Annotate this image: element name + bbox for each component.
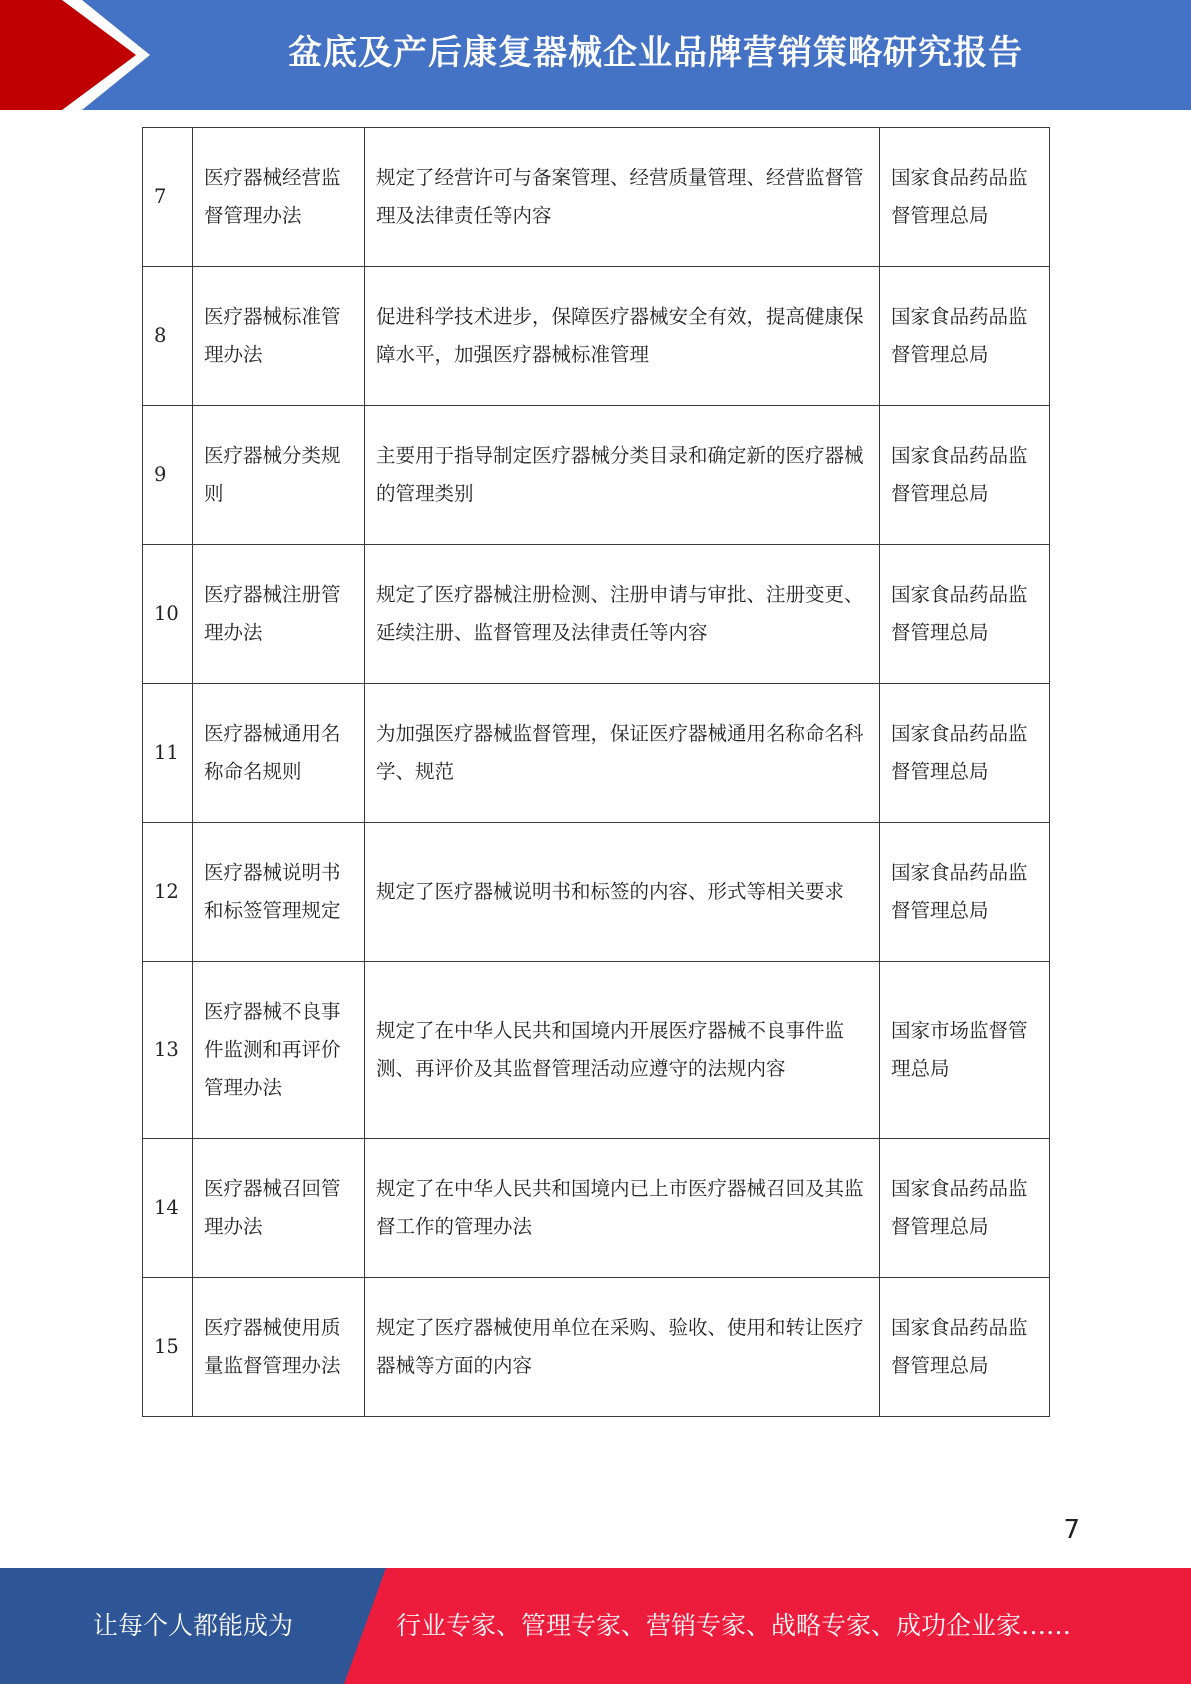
table-row bbox=[143, 406, 1050, 545]
regulation-name: 医疗器械召回管理办法 bbox=[193, 1139, 365, 1278]
table-row bbox=[143, 1278, 1050, 1417]
row-number: 10 bbox=[143, 545, 193, 684]
regulation-description: 规定了在中华人民共和国境内已上市医疗器械召回及其监督工作的管理办法 bbox=[365, 1139, 880, 1278]
table-row bbox=[143, 545, 1050, 684]
header-red-arrow bbox=[0, 0, 150, 110]
row-number: 15 bbox=[143, 1278, 193, 1417]
table-row bbox=[143, 128, 1050, 267]
regulation-name: 医疗器械不良事件监测和再评价管理办法 bbox=[193, 962, 365, 1139]
table-row bbox=[143, 267, 1050, 406]
regulation-description: 规定了医疗器械注册检测、注册申请与审批、注册变更、延续注册、监督管理及法律责任等内容 bbox=[365, 545, 880, 684]
footer-banner bbox=[0, 1568, 1191, 1684]
table-row bbox=[143, 1139, 1050, 1278]
regulation-name: 医疗器械标准管理办法 bbox=[193, 267, 365, 406]
regulation-name: 医疗器械分类规则 bbox=[193, 406, 365, 545]
issuing-department: 国家食品药品监督管理总局 bbox=[880, 684, 1050, 823]
regulation-name: 医疗器械说明书和标签管理规定 bbox=[193, 823, 365, 962]
row-number: 11 bbox=[143, 684, 193, 823]
regulation-name: 医疗器械经营监督管理办法 bbox=[193, 128, 365, 267]
row-number: 8 bbox=[143, 267, 193, 406]
regulation-description: 促进科学技术进步，保障医疗器械安全有效，提高健康保障水平，加强医疗器械标准管理 bbox=[365, 267, 880, 406]
issuing-department: 国家食品药品监督管理总局 bbox=[880, 545, 1050, 684]
row-number: 12 bbox=[143, 823, 193, 962]
regulation-description: 规定了经营许可与备案管理、经营质量管理、经营监督管理及法律责任等内容 bbox=[365, 128, 880, 267]
issuing-department: 国家食品药品监督管理总局 bbox=[880, 406, 1050, 545]
regulation-description: 规定了在中华人民共和国境内开展医疗器械不良事件监测、再评价及其监督管理活动应遵守的法规内容 bbox=[365, 962, 880, 1139]
regulation-description: 规定了医疗器械说明书和标签的内容、形式等相关要求 bbox=[365, 823, 880, 962]
regulation-name: 医疗器械注册管理办法 bbox=[193, 545, 365, 684]
issuing-department: 国家食品药品监督管理总局 bbox=[880, 1139, 1050, 1278]
table-row bbox=[143, 962, 1050, 1139]
report-title: 盆底及产后康复器械企业品牌营销策略研究报告 bbox=[288, 33, 1023, 73]
regulation-name: 医疗器械通用名称命名规则 bbox=[193, 684, 365, 823]
row-number: 9 bbox=[143, 406, 193, 545]
footer-slogan-right: 行业专家、管理专家、营销专家、战略专家、成功企业家…… bbox=[396, 1611, 1072, 1640]
regulation-name: 医疗器械使用质量监督管理办法 bbox=[193, 1278, 365, 1417]
regulation-description: 主要用于指导制定医疗器械分类目录和确定新的医疗器械的管理类别 bbox=[365, 406, 880, 545]
issuing-department: 国家食品药品监督管理总局 bbox=[880, 823, 1050, 962]
regulations-table bbox=[142, 127, 1050, 1417]
footer-slogan-left: 让每个人都能成为 bbox=[92, 1611, 293, 1640]
row-number: 7 bbox=[143, 128, 193, 267]
row-number: 13 bbox=[143, 962, 193, 1139]
issuing-department: 国家食品药品监督管理总局 bbox=[880, 128, 1050, 267]
issuing-department: 国家市场监督管理总局 bbox=[880, 962, 1050, 1139]
page-number: 7 bbox=[1063, 1515, 1080, 1545]
table-row bbox=[143, 684, 1050, 823]
issuing-department: 国家食品药品监督管理总局 bbox=[880, 267, 1050, 406]
regulation-description: 为加强医疗器械监督管理，保证医疗器械通用名称命名科学、规范 bbox=[365, 684, 880, 823]
row-number: 14 bbox=[143, 1139, 193, 1278]
table-row bbox=[143, 823, 1050, 962]
regulation-description: 规定了医疗器械使用单位在采购、验收、使用和转让医疗器械等方面的内容 bbox=[365, 1278, 880, 1417]
issuing-department: 国家食品药品监督管理总局 bbox=[880, 1278, 1050, 1417]
header-banner bbox=[0, 0, 1191, 110]
